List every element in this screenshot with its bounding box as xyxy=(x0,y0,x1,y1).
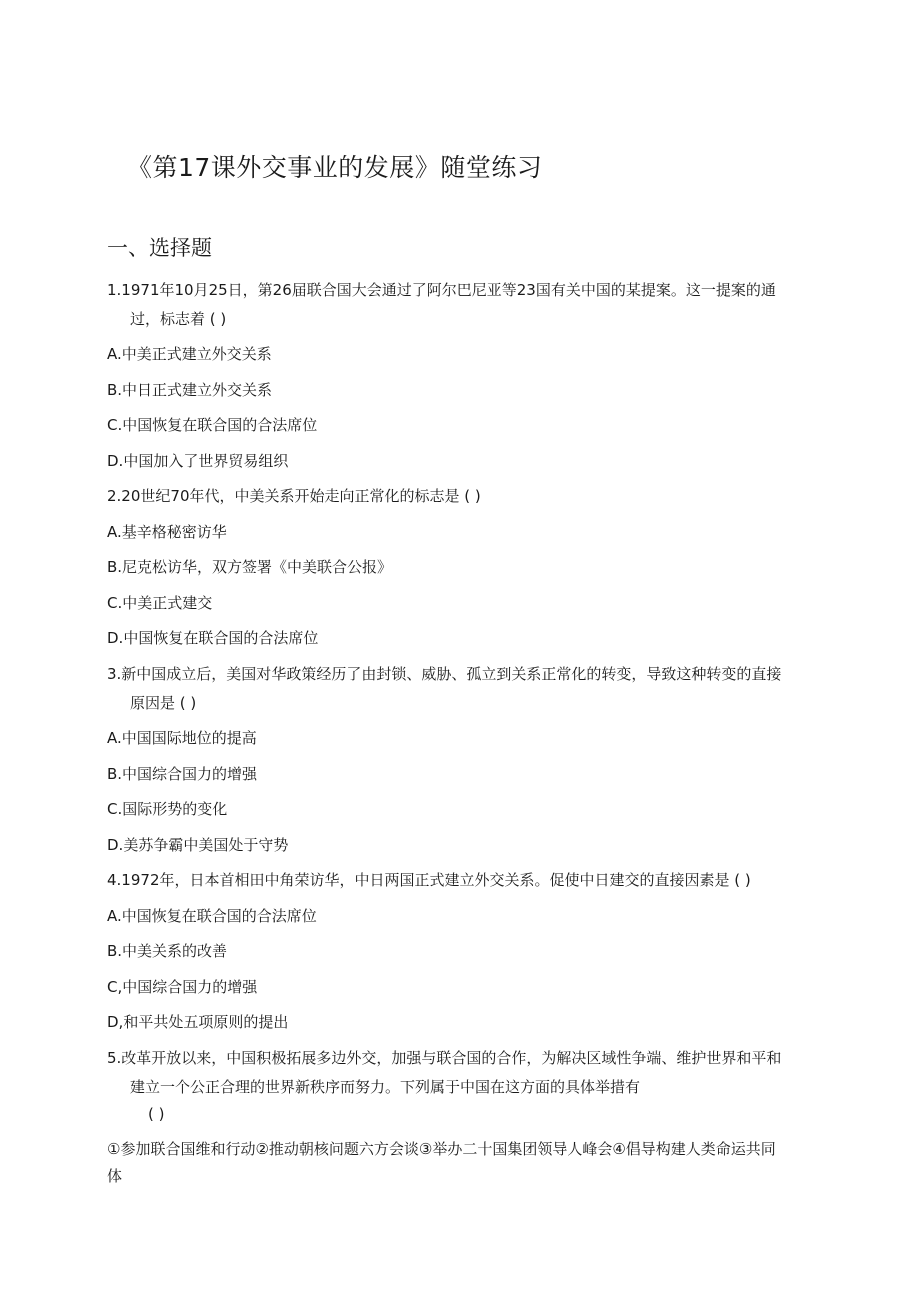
page-title: 《第17课外交事业的发展》随堂练习 xyxy=(127,153,543,182)
q4-option-c: C,中国综合国力的增强 xyxy=(107,978,258,996)
question-5-answer-blank: ( ) xyxy=(148,1105,165,1123)
q2-option-d: D.中国恢复在联合国的合法席位 xyxy=(107,629,319,647)
q5-items-cont: 体 xyxy=(107,1167,123,1185)
q2-option-a: A.基辛格秘密访华 xyxy=(107,523,227,541)
question-5-text: 5.改革开放以来，中国积极拓展多边外交，加强与联合国的合作，为解决区域性争端、维护世界和平和 xyxy=(107,1049,782,1067)
q2-option-b: B.尼克松访华，双方签署《中美联合公报》 xyxy=(107,558,393,576)
question-4-text: 4.1972年，日本首相田中角荣访华，中日两国正式建立外交关系。促使中日建交的直接因素是 ( ) xyxy=(107,871,751,889)
q4-option-a: A.中国恢复在联合国的合法席位 xyxy=(107,907,317,925)
q1-option-a: A.中美正式建立外交关系 xyxy=(107,345,272,363)
q1-option-d: D.中国加入了世界贸易组织 xyxy=(107,452,289,470)
question-3-text-cont: 原因是 ( ) xyxy=(130,694,197,712)
q2-option-c: C.中美正式建交 xyxy=(107,594,213,612)
q3-option-b: B.中国综合国力的增强 xyxy=(107,765,258,783)
question-1-text: 1.1971年10月25日，第26届联合国大会通过了阿尔巴尼亚等23国有关中国的某提案。这一提案的通 xyxy=(107,281,776,299)
q4-option-d: D,和平共处五项原则的提出 xyxy=(107,1013,289,1031)
section-heading: 一、选择题 xyxy=(107,236,212,260)
q4-option-b: B.中美关系的改善 xyxy=(107,942,228,960)
question-3-text: 3.新中国成立后，美国对华政策经历了由封锁、威胁、孤立到关系正常化的转变，导致这种转变的直接 xyxy=(107,665,782,683)
q3-option-a: A.中国国际地位的提高 xyxy=(107,729,257,747)
q3-option-d: D.美苏争霸中美国处于守势 xyxy=(107,836,289,854)
question-5-text-cont: 建立一个公正合理的世界新秩序而努力。下列属于中国在这方面的具体举措有 xyxy=(130,1078,641,1096)
q5-items: ①参加联合国维和行动②推动朝核问题六方会谈③举办二十国集团领导人峰会④倡导构建人类命运共同 xyxy=(107,1140,776,1158)
q1-option-c: C.中国恢复在联合国的合法席位 xyxy=(107,416,318,434)
question-1-text-cont: 过，标志着 ( ) xyxy=(130,310,227,328)
q3-option-c: C.国际形势的变化 xyxy=(107,800,228,818)
q1-option-b: B.中日正式建立外交关系 xyxy=(107,381,273,399)
question-2-text: 2.20世纪70年代，中美关系开始走向正常化的标志是 ( ) xyxy=(107,487,481,505)
